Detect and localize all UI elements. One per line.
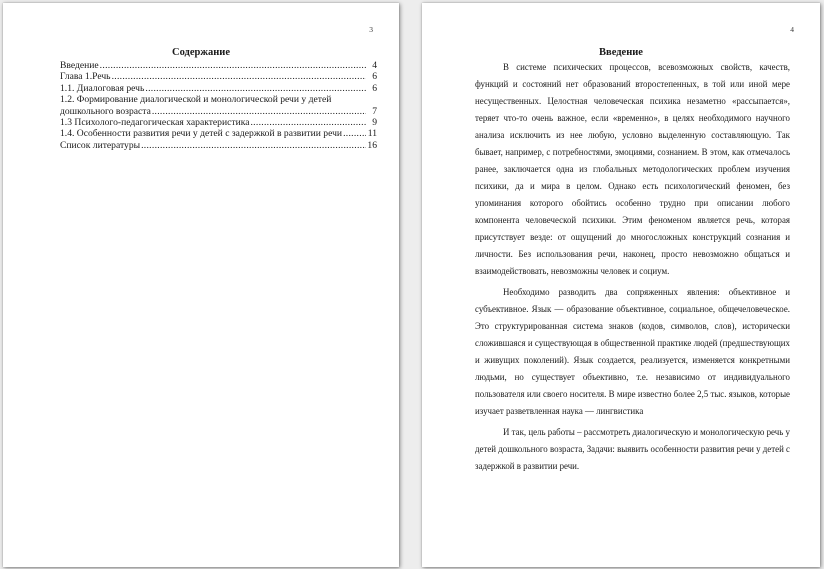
toc-leader [250,117,366,128]
page-right [422,3,820,567]
toc-entry-label: 1.2. Формирование диалогической и монологической речи у детей [60,94,332,106]
paragraph: В системе психических процессов, всевозможных свойств, качеств, функций и состояний нет образований второстепенных, в той или иной мере несущественных. Целостная человеческая психика незаметно «рассыпается», теряет что-то очень важное, если «временно», в целях необходимого научного анализа исключить из нее любую, условно выделенную составляющую. Так бывает, например, с потребностями, эмоциями, сознанием. В этом, как отмечалось ранее, заключается одна из глобальных методологических проблем изучения психики, да и мира в целом. Однако есть психологический феномен, без упоминания которого обойтись особенно трудно при описании любого компонента человеческой психики. Этим феноменом является речь, которая присутствует везде: от ощущений до многосложных конструкций сознания и личности. Без использования речи, наконец, просто невозможно общаться и взаимодействовать, невозможны человек и социум. [475,62,790,276]
paragraph: Необходимо разводить два сопряженных явления: объективное и субъективное. Язык — образование объективное, социальное, общечеловеческое. Это структурированная система знаков (кодов, символов, слов), исторически сложившаяся и существующая в общественной практике людей (предшествующих и живущих поколений). Язык создается, реализуется, изменяется конкретными людьми, но существует объективно, т.е. независимо от индивидуального пользователя или своего носителя. В мире известно более 2,5 тыс. языков, которые изучает разветвленная наука — лингвистика [475,287,790,416]
toc-leader [141,140,366,151]
toc-entry-label-continued: дошкольного возраста [60,105,151,117]
toc-leader [100,60,366,71]
paragraph: И так, цель работы – рассмотреть диалогическую и монологическую речь у детей дошкольного возраста, Задачи: выявить особенности развития речи у детей с задержкой в развитии речи. [475,427,790,471]
section-title: Введение [599,47,643,58]
page-number: 3 [369,25,373,34]
toc-entry-label: Введение [60,60,99,71]
toc-entry-page: 6 [372,71,377,83]
toc-entry-label: 1.4. Особенности развития речи у детей с задержкой в развитии речи [60,128,343,140]
table-of-contents [60,60,377,151]
toc-entry[interactable] [60,83,377,94]
toc-entry[interactable] [60,117,377,128]
toc-entry-page: 11 [367,128,377,140]
toc-entry-label: Список литературы [60,139,141,151]
toc-leader [152,106,366,117]
page-number: 4 [790,25,794,34]
toc-entry-page: 7 [372,105,377,117]
toc-leader [145,83,366,94]
toc-leader [343,128,366,139]
toc-entry-page: 4 [372,60,377,71]
toc-entry-page: 6 [372,82,377,94]
toc-entry[interactable] [60,128,377,139]
toc-entry-label: 1.3 Психолого-педагогическая характеристика [60,117,250,129]
toc-title: Содержание [172,47,230,58]
body-text [475,59,790,479]
toc-entry[interactable] [60,60,377,71]
toc-entry[interactable] [60,71,377,82]
toc-entry[interactable] [60,140,377,151]
toc-leader [112,71,366,82]
toc-entry-label: 1.1. Диалоговая речь [60,82,145,94]
page-left [3,3,399,567]
toc-entry-page: 9 [372,117,377,129]
toc-entry-label: Глава 1.Речь [60,71,111,83]
toc-entry[interactable] [60,94,377,117]
toc-entry-page: 16 [367,139,377,151]
